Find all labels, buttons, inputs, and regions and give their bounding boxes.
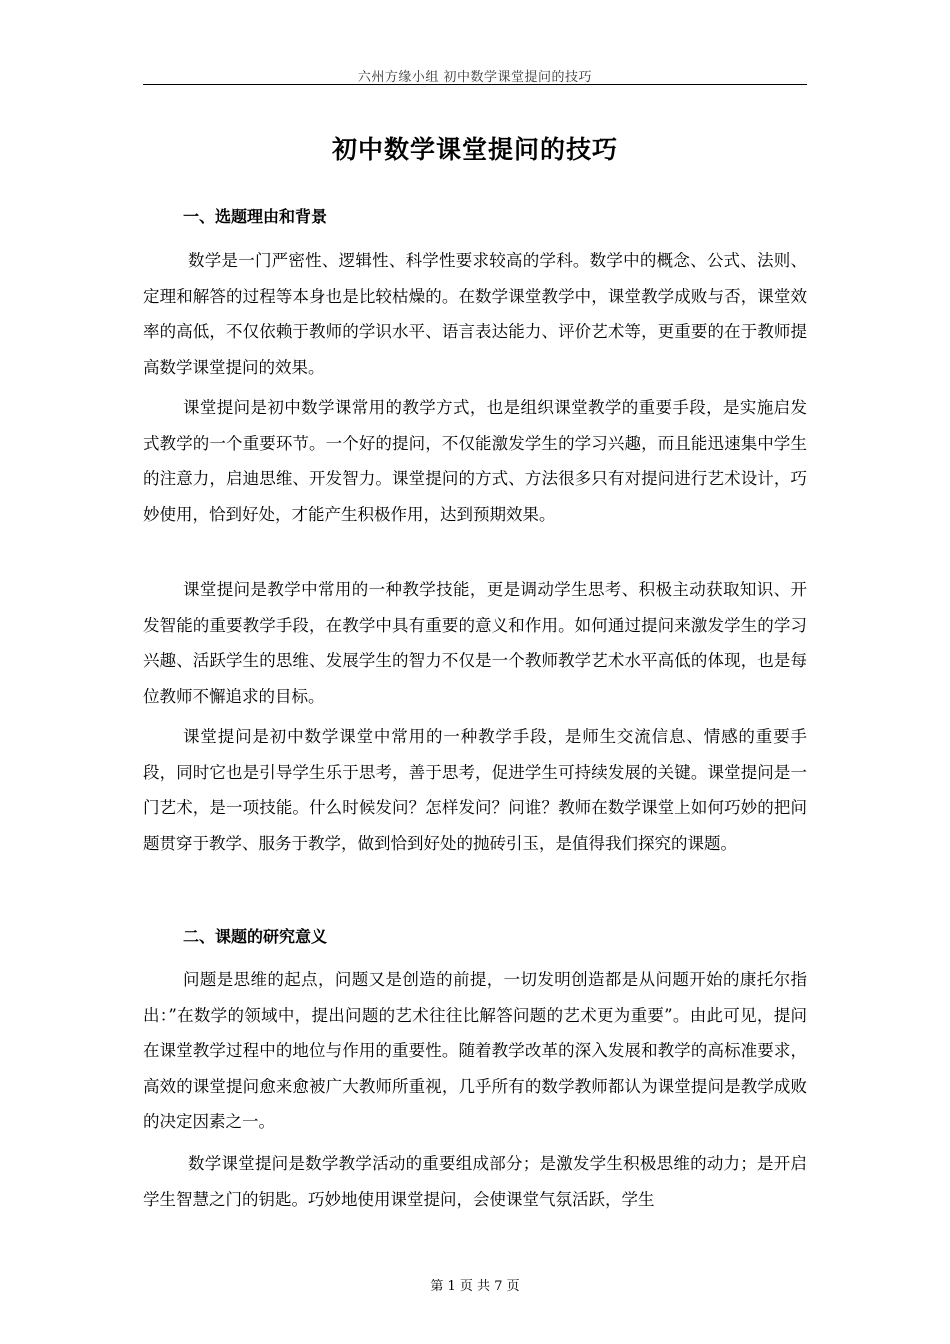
paragraph: 问题是思维的起点，问题又是创造的前提，一切发明创造都是从问题开始的康托尔指出：”在数学的领域中，提出问题的艺术往往比解答问题的艺术更为重要”。由此可见，提问在课堂教学过程中的地位与作用的重要性。随着教学改革的深入发展和教学的高标准要求，高效的课堂提问愈来愈被广大教师所重视，几乎所有的数学教师都认为课堂提问是教学成败的决定因素之一。 bbox=[143, 970, 807, 1131]
paragraph: 课堂提问是初中数学课堂中常用的一种教学手段，是师生交流信息、情感的重要手段，同时它也是引导学生乐于思考，善于思考，促进学生可持续发展的关键。课堂提问是一门艺术，是一项技能。什么时候发问？怎样发问？问谁？教师在数学课堂上如何巧妙的把问题贯穿于教学、服务于教学，做到恰到好处的抛砖引玉，是值得我们探究的课题。 bbox=[143, 727, 807, 853]
paragraph: 数学课堂提问是数学教学活动的重要组成部分；是激发学生积极思维的动力；是开启学生智慧之门的钥匙。巧妙地使用课堂提问，会使课堂气氛活跃，学生 bbox=[143, 1154, 807, 1209]
paragraph: 课堂提问是初中数学课常用的教学方式，也是组织课堂教学的重要手段，是实施启发式教学的一个重要环节。一个好的提问，不仅能激发学生的学习兴趣，而且能迅速集中学生的注意力，启迪思维、开发智力。课堂提问的方式、方法很多只有对提问进行艺术设计，巧妙使用，恰到好处，才能产生积极作用，达到预期效果。 bbox=[143, 398, 807, 524]
section-heading-1: 一、选题理由和背景 bbox=[183, 207, 328, 226]
paragraph: 课堂提问是教学中常用的一种教学技能，更是调动学生思考、积极主动获取知识、开发智能的重要教学手段，在教学中具有重要的意义和作用。如何通过提问来激发学生的学习兴趣、活跃学生的思维、发展学生的智力不仅是一个教师教学艺术水平高低的体现，也是每位教师不懈追求的目标。 bbox=[143, 580, 807, 706]
document-title: 初中数学课堂提问的技巧 bbox=[331, 135, 618, 164]
header-divider bbox=[143, 84, 807, 85]
page-number: 第 1 页 共 7 页 bbox=[430, 1279, 520, 1294]
section-heading-2: 二、课题的研究意义 bbox=[183, 927, 328, 946]
paragraph: 数学是一门严密性、逻辑性、科学性要求较高的学科。数学中的概念、公式、法则、定理和解答的过程等本身也是比较枯燥的。在数学课堂教学中，课堂教学成败与否，课堂效率的高低，不仅依赖于教师的学识水平、语言表达能力、评价艺术等，更重要的在于教师提高数学课堂提问的效果。 bbox=[143, 251, 807, 377]
running-header: 六州方缘小组 初中数学课堂提问的技巧 bbox=[357, 70, 593, 85]
